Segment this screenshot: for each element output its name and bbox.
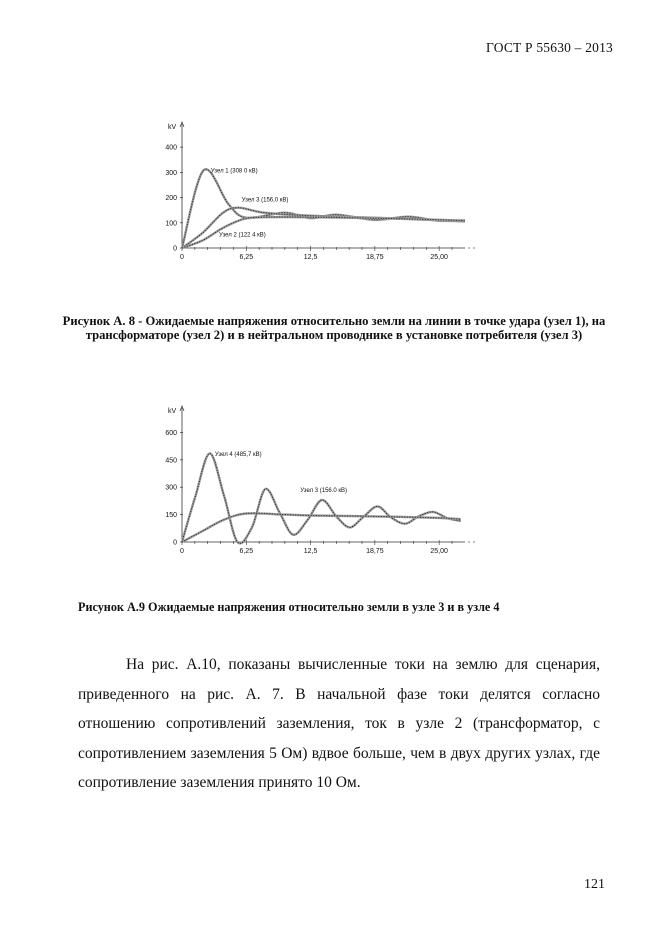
fig-a8-x-tick-label: 25,00 bbox=[430, 254, 448, 261]
fig-a9-x-tick-label: 6,25 bbox=[239, 548, 254, 555]
fig-a9-x-tick-label: 12,5 bbox=[303, 548, 318, 555]
fig-a9-y-tick-label: 150 bbox=[165, 512, 177, 520]
document-header: ГОСТ Р 55630 – 2013 bbox=[486, 40, 613, 55]
fig-a8-y-tick-label: 100 bbox=[165, 220, 177, 228]
page-number: 121 bbox=[584, 877, 605, 892]
fig-a8-x-tick-label: 12,5 bbox=[303, 254, 318, 261]
fig-a8-series-1-label: Узел 3 (156,0 кВ) bbox=[241, 197, 289, 204]
fig-a8-y-unit: kV bbox=[168, 124, 177, 131]
fig-a8-series-2-label: Узел 2 (122 4 кВ) bbox=[219, 232, 266, 239]
fig-a8-x-tick-label: 0 bbox=[180, 254, 184, 261]
fig-a9-series-0-halo bbox=[182, 453, 461, 543]
paragraph-text: На рис. А.10, показаны вычисленные токи на землю для сценария, приведенного на рис. А. 7. В начальной фазе токи делятся согласно отношению сопротивлений заземления, ток в узле 2 (трансформатор, с сопротивлением заземления 5 Ом) вдвое больше, чем в двух других узлах, где сопротивление заземления принято 10 Ом. bbox=[78, 656, 600, 791]
fig-a9-y-unit: kV bbox=[168, 408, 177, 415]
fig-a9-series-1-halo bbox=[182, 513, 461, 542]
fig-a9-x-tick-label: 18,75 bbox=[366, 548, 384, 555]
fig-a9-series-1-label: Узел 3 (156.0 кВ) bbox=[300, 487, 348, 494]
fig-a9-y-tick-label: 450 bbox=[165, 457, 177, 465]
fig-a8-y-tick-label: 300 bbox=[165, 169, 177, 177]
fig-a8-y-tick-label: 200 bbox=[165, 195, 177, 203]
fig-a8-y-tick-label: 400 bbox=[165, 144, 177, 152]
figure-a9-caption: Рисунок А.9 Ожидаемые напряжения относительно земли в узле 3 и в узле 4 bbox=[78, 600, 500, 614]
figure-a9-svg bbox=[160, 402, 500, 562]
figure-a9-chart bbox=[160, 402, 500, 567]
fig-a9-x-tick-label: 25,00 bbox=[430, 548, 448, 555]
fig-a8-x-tick-label: 18,75 bbox=[366, 254, 384, 261]
figure-a8-caption: Рисунок А. 8 - Ожидаемые напряжения относительно земли на линии в точке удара (узел 1), на трансформаторе (узел 2) и в нейтральном проводнике в установке потребителя (узел 3) bbox=[62, 314, 606, 342]
fig-a8-x-tick-label: 6,25 bbox=[239, 254, 254, 261]
fig-a9-series-0-label: Узел 4 (485,7 кВ) bbox=[214, 452, 262, 459]
fig-a9-y-tick-label: 0 bbox=[173, 539, 177, 547]
figure-a8-chart bbox=[160, 118, 500, 273]
body-paragraph bbox=[78, 650, 600, 798]
fig-a9-y-tick-label: 600 bbox=[165, 429, 177, 437]
fig-a8-series-0-label: Узел 1 (308 0 кВ) bbox=[210, 168, 258, 175]
fig-a9-y-tick-label: 300 bbox=[165, 484, 177, 492]
figure-a8-svg bbox=[160, 118, 500, 268]
fig-a8-y-tick-label: 0 bbox=[173, 245, 177, 253]
fig-a9-x-tick-label: 0 bbox=[180, 548, 184, 555]
